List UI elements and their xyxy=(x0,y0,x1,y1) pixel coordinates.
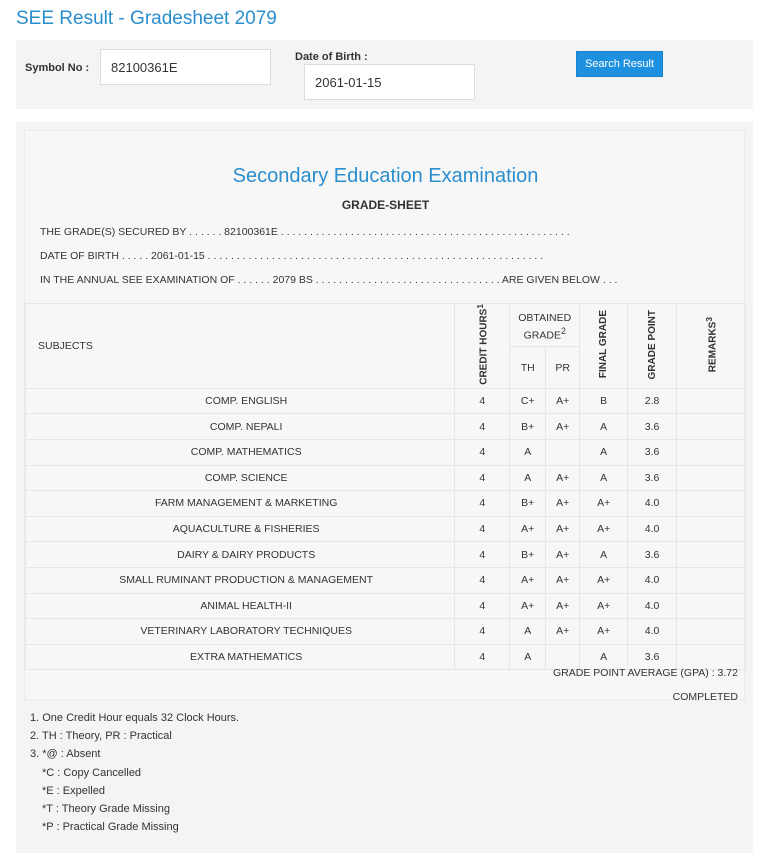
final-grade-cell: A xyxy=(580,542,628,568)
remarks-cell xyxy=(677,542,746,568)
credit-hours-cell: 4 xyxy=(455,414,510,440)
table-row xyxy=(26,414,746,440)
credit-hours-cell: 4 xyxy=(455,465,510,491)
footnote-item: 2. TH : Theory, PR : Practical xyxy=(30,730,172,743)
table-row xyxy=(26,388,746,414)
credit-hours-cell: 4 xyxy=(455,491,510,517)
theory-grade-cell: B+ xyxy=(510,491,546,517)
grade-point-cell: 3.6 xyxy=(628,439,677,465)
table-row xyxy=(26,644,746,670)
page-title: SEE Result - Gradesheet 2079 xyxy=(16,8,277,29)
credit-hours-cell: 4 xyxy=(455,593,510,619)
col-remarks-header: REMARKS$^3$ xyxy=(677,304,746,389)
secured-by-line: THE GRADE(S) SECURED BY . . . . . . 82100361E . . . . . . . . . . . . . . . . . . . . . . . . . . . . . . . . . . . . . . . . . . . . . . . . . . xyxy=(40,226,570,238)
final-grade-cell: A xyxy=(580,465,628,491)
grade-point-cell: 4.0 xyxy=(628,491,677,517)
footnote-item: *C : Copy Cancelled xyxy=(42,766,142,779)
footnote-item: *E : Expelled xyxy=(42,784,105,797)
subject-cell: VETERINARY LABORATORY TECHNIQUES xyxy=(26,619,455,645)
table-row xyxy=(26,542,746,568)
final-grade-cell: A xyxy=(580,644,628,670)
theory-grade-cell: B+ xyxy=(510,414,546,440)
table-row xyxy=(26,619,746,645)
search-panel xyxy=(16,40,753,109)
subject-cell: ANIMAL HEALTH-II xyxy=(26,593,455,619)
table-row xyxy=(26,593,746,619)
gpa-value: GRADE POINT AVERAGE (GPA) : 3.72 xyxy=(553,667,738,679)
grades-table xyxy=(25,303,746,670)
theory-grade-cell: A xyxy=(510,644,546,670)
final-grade-cell: A+ xyxy=(580,567,628,593)
table-row xyxy=(26,567,746,593)
theory-grade-cell: A xyxy=(510,619,546,645)
remarks-cell xyxy=(677,516,746,542)
grade-point-cell: 3.6 xyxy=(628,465,677,491)
remarks-cell xyxy=(677,491,746,517)
credit-hours-cell: 4 xyxy=(455,644,510,670)
theory-grade-cell: A+ xyxy=(510,516,546,542)
grade-point-cell: 4.0 xyxy=(628,619,677,645)
dob-line: DATE OF BIRTH . . . . . 2061-01-15 . . . . . . . . . . . . . . . . . . . . . . . . . . . . . . . . . . . . . . . . . . . . . . . . . . . . . . . . . . xyxy=(40,250,544,262)
theory-grade-cell: A xyxy=(510,439,546,465)
subject-cell: SMALL RUMINANT PRODUCTION & MANAGEMENT xyxy=(26,567,455,593)
subject-cell: COMP. ENGLISH xyxy=(26,388,455,414)
col-credit-hours-header: CREDIT HOURS$^1$ xyxy=(455,304,510,389)
theory-grade-cell: A+ xyxy=(510,567,546,593)
remarks-cell xyxy=(677,388,746,414)
col-final-grade-header: FINAL GRADE xyxy=(580,304,628,389)
theory-grade-cell: C+ xyxy=(510,388,546,414)
remarks-cell xyxy=(677,567,746,593)
practical-grade-cell: A+ xyxy=(546,388,580,414)
table-row xyxy=(26,439,746,465)
col-grade-point-header: GRADE POINT xyxy=(628,304,677,389)
final-grade-cell: A+ xyxy=(580,619,628,645)
practical-grade-cell: A+ xyxy=(546,593,580,619)
remarks-cell xyxy=(677,619,746,645)
table-row xyxy=(26,516,746,542)
practical-grade-cell xyxy=(546,439,580,465)
subject-cell: COMP. SCIENCE xyxy=(26,465,455,491)
subject-cell: COMP. NEPALI xyxy=(26,414,455,440)
grade-point-cell: 2.8 xyxy=(628,388,677,414)
grade-point-cell: 4.0 xyxy=(628,593,677,619)
col-subjects-header: SUBJECTS xyxy=(26,304,455,389)
practical-grade-cell: A+ xyxy=(546,542,580,568)
col-th-header: TH xyxy=(510,347,546,388)
col-obtained-grade-header: OBTAINED GRADE$^2$ xyxy=(510,304,580,347)
grade-sheet-title: GRADE-SHEET xyxy=(341,198,430,212)
symbol-label: Symbol No : xyxy=(25,62,90,74)
col-pr-header: PR xyxy=(546,347,580,388)
practical-grade-cell: A+ xyxy=(546,491,580,517)
credit-hours-cell: 4 xyxy=(455,388,510,414)
credit-hours-cell: 4 xyxy=(455,542,510,568)
final-grade-cell: A+ xyxy=(580,516,628,542)
grade-point-cell: 4.0 xyxy=(628,516,677,542)
credit-hours-cell: 4 xyxy=(455,567,510,593)
footnote-item: *P : Practical Grade Missing xyxy=(42,821,179,834)
final-grade-cell: A xyxy=(580,414,628,440)
footnote-item: 1. One Credit Hour equals 32 Clock Hours. xyxy=(30,712,240,724)
symbol-input[interactable] xyxy=(100,49,271,85)
exam-title: Secondary Education Examination xyxy=(232,165,539,187)
practical-grade-cell xyxy=(546,644,580,670)
credit-hours-cell: 4 xyxy=(455,619,510,645)
dob-label: Date of Birth : xyxy=(295,51,368,63)
practical-grade-cell: A+ xyxy=(546,567,580,593)
table-row xyxy=(26,491,746,517)
remarks-cell xyxy=(677,644,746,670)
footnote-item: 3. *@ : Absent xyxy=(30,748,101,761)
remarks-cell xyxy=(677,439,746,465)
remarks-cell xyxy=(677,465,746,491)
result-panel xyxy=(16,122,753,853)
grade-point-cell: 3.6 xyxy=(628,542,677,568)
grade-sheet xyxy=(24,130,745,703)
result-status: COMPLETED xyxy=(672,691,738,703)
credit-hours-cell: 4 xyxy=(455,516,510,542)
footnotes xyxy=(30,712,239,839)
subject-cell: AQUACULTURE & FISHERIES xyxy=(26,516,455,542)
subject-cell: DAIRY & DAIRY PRODUCTS xyxy=(26,542,455,568)
remarks-cell xyxy=(677,414,746,440)
dob-input[interactable] xyxy=(304,64,475,100)
grade-point-cell: 3.6 xyxy=(628,644,677,670)
theory-grade-cell: A+ xyxy=(510,593,546,619)
subject-cell: COMP. MATHEMATICS xyxy=(26,439,455,465)
final-grade-cell: A xyxy=(580,439,628,465)
theory-grade-cell: A xyxy=(510,465,546,491)
final-grade-cell: A+ xyxy=(580,593,628,619)
footnote-item: *T : Theory Grade Missing xyxy=(42,802,170,815)
final-grade-cell: B xyxy=(580,388,628,414)
practical-grade-cell: A+ xyxy=(546,414,580,440)
exam-line: IN THE ANNUAL SEE EXAMINATION OF . . . . . . 2079 BS . . . . . . . . . . . . . . . . . . . . . . . . . . . . . . . . ARE GIVEN BELOW . . . xyxy=(40,274,618,286)
table-row xyxy=(26,465,746,491)
subject-cell: EXTRA MATHEMATICS xyxy=(26,644,455,670)
final-grade-cell: A+ xyxy=(580,491,628,517)
search-result-button[interactable]: Search Result xyxy=(576,51,663,77)
theory-grade-cell: B+ xyxy=(510,542,546,568)
grade-point-cell: 3.6 xyxy=(628,414,677,440)
grade-point-cell: 4.0 xyxy=(628,567,677,593)
practical-grade-cell: A+ xyxy=(546,619,580,645)
subject-cell: FARM MANAGEMENT & MARKETING xyxy=(26,491,455,517)
practical-grade-cell: A+ xyxy=(546,516,580,542)
credit-hours-cell: 4 xyxy=(455,439,510,465)
practical-grade-cell: A+ xyxy=(546,465,580,491)
remarks-cell xyxy=(677,593,746,619)
